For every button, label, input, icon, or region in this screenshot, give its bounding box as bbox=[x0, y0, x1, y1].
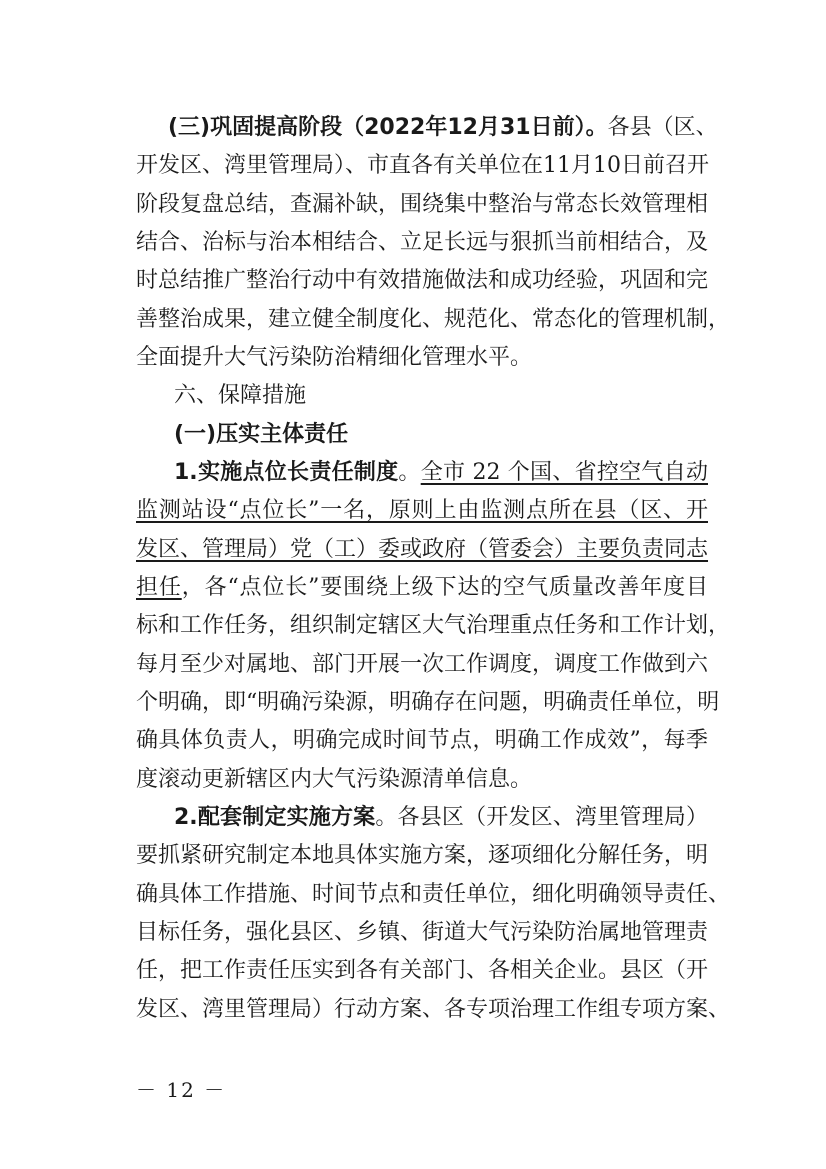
paragraph-line: 全面提升大气污染防治精细化管理水平。 bbox=[136, 344, 533, 370]
paragraph-line: 结合、治标与治本相结合、立足长远与狠抓当前相结合，及 bbox=[136, 229, 709, 255]
item1-line: 担任，各“点位长”要围绕上级下达的空气质量改善年度目 bbox=[136, 574, 708, 600]
item2-line: 发区、湾里管理局）行动方案、各专项治理工作组专项方案、 bbox=[136, 996, 731, 1022]
item1-line: 每月至少对属地、部门开展一次工作调度，调度工作做到六 bbox=[136, 651, 709, 677]
item1-line: 标和工作任务，组织制定辖区大气治理重点任务和工作计划， bbox=[136, 613, 731, 639]
document-body bbox=[136, 109, 731, 1029]
paragraph-line: 时总结推广整治行动中有效措施做法和成功经验，巩固和完 bbox=[136, 268, 709, 294]
item2-line: 确具体工作措施、时间节点和责任单位，细化明确领导责任、 bbox=[136, 881, 731, 907]
paragraph-line: 善整治成果，建立健全制度化、规范化、常态化的管理机制， bbox=[136, 306, 731, 332]
item1-line: 确具体负责人，明确完成时间节点，明确工作成效”，每季 bbox=[136, 728, 708, 754]
item2-title: 2.配套制定实施方案 bbox=[174, 804, 376, 830]
section-heading: 六、保障措施 bbox=[174, 383, 307, 409]
item2-line: 要抓紧研究制定本地具体实施方案，逐项细化分解任务，明 bbox=[136, 843, 709, 869]
paragraph-consolidation-line: (三)巩固提高阶段（2022年12月31日前）。各县（区、 bbox=[168, 115, 718, 140]
item1-line: 1.实施点位长责任制度。全市 22 个国、省控空气自动 bbox=[174, 459, 708, 485]
item2-line: 任，把工作责任压实到各有关部门、各相关企业。县区（开 bbox=[136, 958, 709, 984]
item2-line: 2.配套制定实施方案。各县区（开发区、湾里管理局） bbox=[174, 804, 708, 830]
item1-line: 个明确，即“明确污染源，明确存在问题，明确责任单位，明 bbox=[136, 689, 720, 715]
item1-line: 监测站设“点位长”一名，原则上由监测点所在县（区、开 bbox=[136, 498, 708, 524]
item1-title: 1.实施点位长责任制度 bbox=[174, 459, 399, 485]
paragraph-line: 阶段复盘总结，查漏补缺，围绕集中整治与常态长效管理相 bbox=[136, 191, 709, 217]
item2-line: 目标任务，强化县区、乡镇、街道大气污染防治属地管理责 bbox=[136, 919, 709, 945]
paragraph-line: 开发区、湾里管理局）、市直各有关单位在11月10日前召开 bbox=[136, 153, 709, 179]
item1-line: 度滚动更新辖区内大气污染源清单信息。 bbox=[136, 766, 533, 792]
item1-line: 发区、管理局）党（工）委或政府（管委会）主要负责同志 bbox=[136, 536, 709, 562]
stage-heading: (三)巩固提高阶段（2022年12月31日前）。 bbox=[168, 115, 608, 140]
page-number: － 12 － bbox=[136, 1078, 227, 1102]
sub-heading: (一)压实主体责任 bbox=[174, 421, 349, 447]
